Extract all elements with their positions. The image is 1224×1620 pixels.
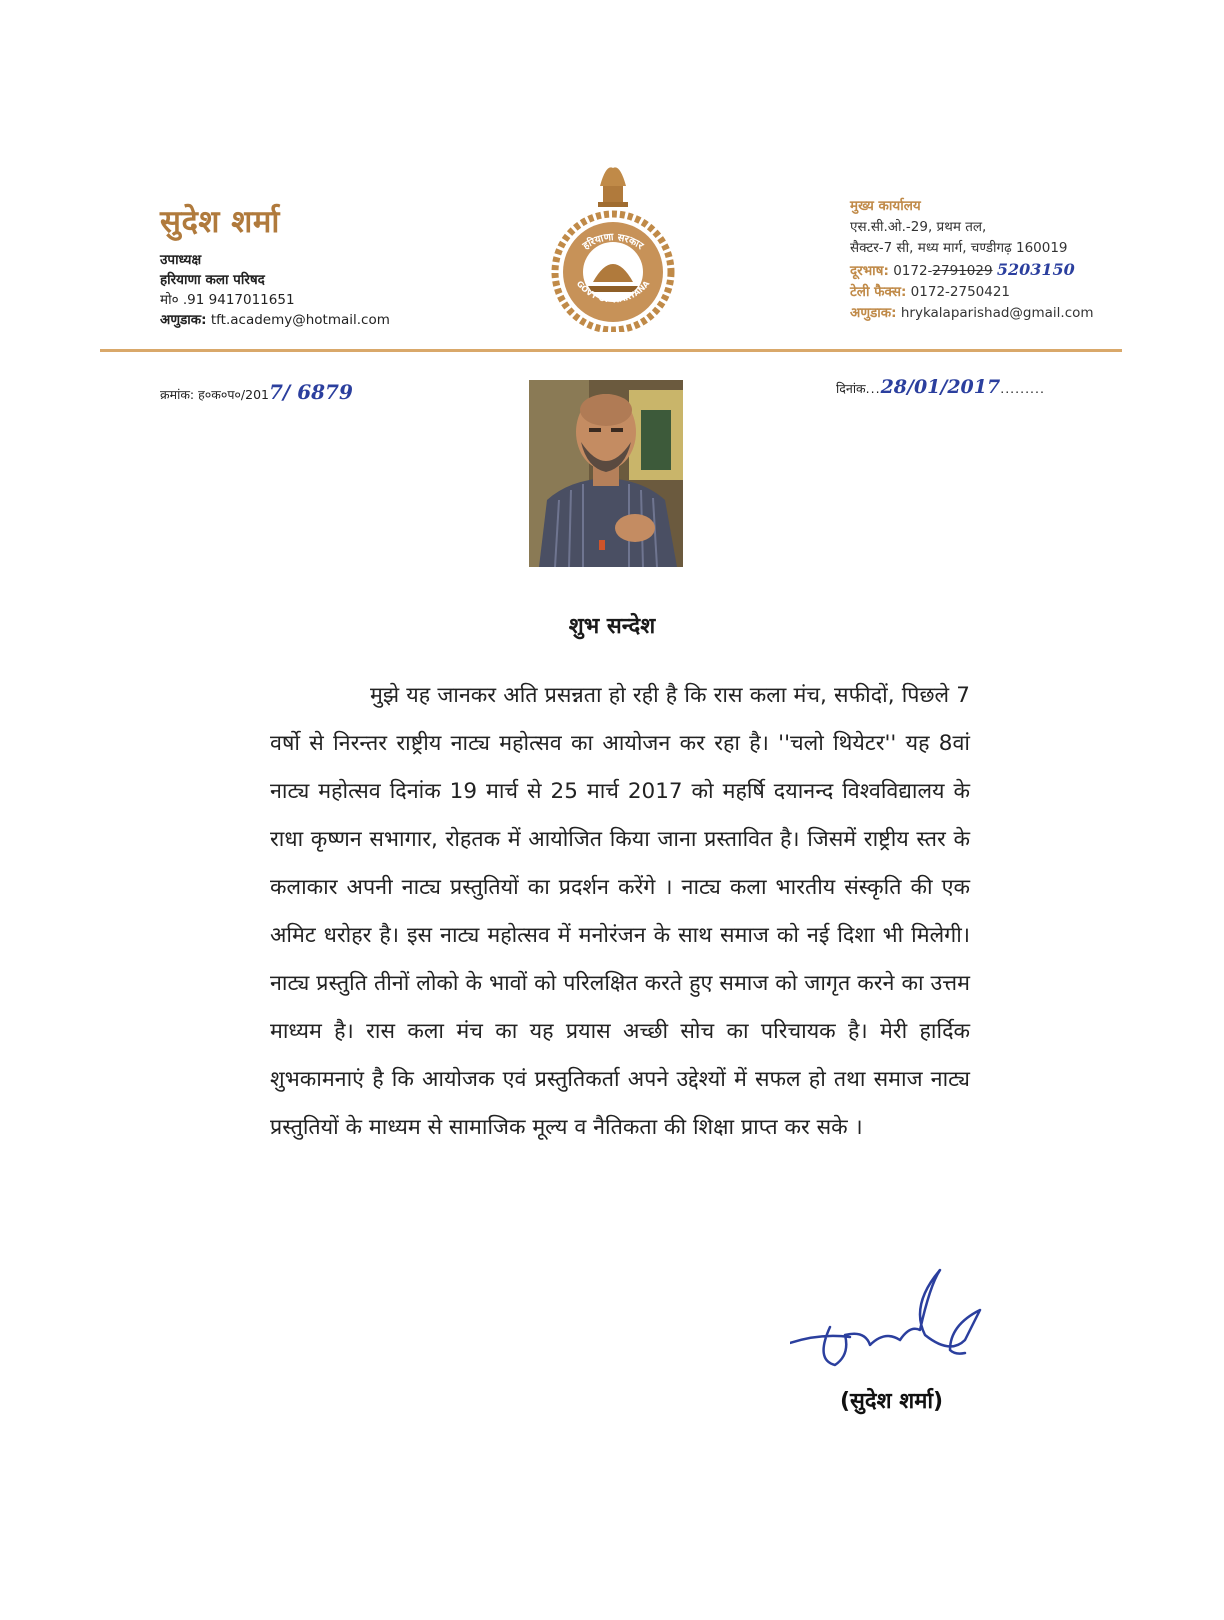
office-address-line1: एस.सी.ओ.-29, प्रथम तल,: [850, 219, 987, 235]
govt-of-haryana-emblem-icon: [548, 160, 678, 332]
office-email-label: अणुडाक:: [850, 305, 897, 321]
sender-mobile: मो० .91 9417011651: [160, 292, 295, 308]
message-paragraph: मुझे यह जानकर अति प्रसन्नता हो रही है कि रास कला मंच, सफीदों, पिछले 7 वर्षो से निरन्तर राष्ट्रीय नाट्य महोत्सव का आयोजन कर रहा है। ''चलो थियेटर'' यह 8वां नाट्य महोत्सव दिनांक 19 मार्च से 25 मार्च 2017 को महर्षि दयानन्द विश्वविद्यालय के राधा कृष्णन सभागार, रोहतक में आयोजित किया जाना प्रस्तावित है। जिसमें राष्ट्रीय स्तर के कलाकार अपनी नाट्य प्रस्तुतियों का प्रदर्शन करेंगे । नाट्य कला भारतीय संस्कृति की एक अमिट धरोहर है। इस नाट्य महोत्सव में मनोरंजन के साथ समाज को नई दिशा भी मिलेगी। नाट्य प्रस्तुति तीनों लोको के भावों को परिलक्षित करते हुए समाज को जागृत करने का उत्तम माध्यम है। रास कला मंच का यह प्रयास अच्छी सोच का परिचायक है। मेरी हार्दिक शुभकामनाएं है कि आयोजक एवं प्रस्तुतिकर्ता अपने उद्देश्यों में सफल हो तथा समाज नाट्य प्रस्तुतियों के माध्यम से सामाजिक मूल्य व नैतिकता की शिक्षा प्राप्त कर सके ।: [270, 683, 970, 1140]
sender-email: tft.academy@hotmail.com: [210, 312, 390, 328]
fax-label: टेली फैक्स:: [850, 284, 907, 300]
office-phone-row: [850, 259, 1094, 282]
letter-date: दिनांक...28/01/2017.........: [836, 376, 1045, 398]
signature: [790, 1265, 990, 1380]
message-body: [270, 672, 970, 1152]
reference-label: क्रमांक: ह०क०प०/201: [160, 387, 270, 402]
phone-struck: 2791029: [932, 263, 993, 279]
sender-email-label: अणुडाक:: [160, 312, 207, 328]
sender-designation: उपाध्यक्ष: [160, 252, 202, 268]
office-fax-row: [850, 282, 1094, 303]
signatory-name: (सुदेश शर्मा): [840, 1389, 944, 1414]
sender-organization: हरियाणा कला परिषद: [160, 272, 265, 288]
reference-handwritten: 7/ 6879: [269, 380, 353, 404]
fax-number: 0172-2750421: [910, 284, 1011, 300]
office-email: hrykalaparishad@gmail.com: [900, 305, 1094, 321]
office-address-line2: सैक्टर-7 सी, मध्य मार्ग, चण्डीगढ़ 160019: [850, 240, 1068, 256]
office-details: [850, 196, 1094, 324]
page-title: शुभ सन्देश: [568, 614, 656, 639]
sender-name: सुदेश शर्मा: [160, 204, 280, 240]
office-label: मुख्य कार्यालय: [850, 198, 921, 214]
phone-label: दूरभाष:: [850, 263, 889, 279]
office-email-row: [850, 303, 1094, 324]
emblem-text-bottom: GOVT OF HARYANA: [574, 279, 652, 305]
phone-prefix: 0172-: [893, 263, 933, 279]
header-divider: [100, 349, 1122, 352]
date-label: दिनांक: [836, 381, 866, 396]
portrait-photo: [529, 380, 683, 567]
date-handwritten: 28/01/2017: [880, 376, 1001, 398]
sender-details: [160, 250, 390, 330]
sender-email-row: [160, 310, 390, 330]
emblem-text-top: हरियाणा सरकार: [581, 232, 646, 253]
reference-number: [160, 380, 353, 404]
phone-handwritten: 5203150: [996, 260, 1075, 279]
